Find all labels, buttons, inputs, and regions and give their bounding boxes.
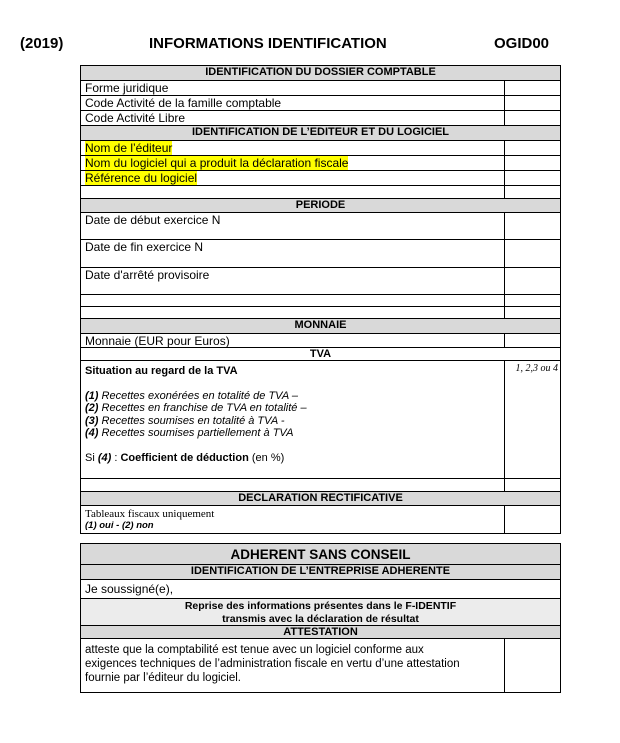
field-date-debut[interactable]: Date de début exercice N [81,213,560,240]
spacer-row [81,307,560,319]
field-soussigne[interactable]: Je soussigné(e), [81,580,560,599]
section-header-editeur: IDENTIFICATION DE L’EDITEUR ET DU LOGICIEL [81,126,560,141]
section-header-periode: PERIODE [81,199,560,213]
section-header-monnaie: MONNAIE [81,319,560,334]
reprise-notice: Reprise des informations présentes dans le F-IDENTIF transmis avec la déclaration de résultat [81,599,560,626]
adherent-form [80,543,561,693]
spacer-row [81,295,560,307]
spacer-row [81,479,560,492]
field-forme-juridique[interactable]: Forme juridique [81,81,560,96]
field-date-fin[interactable]: Date de fin exercice N [81,240,560,268]
tva-coefficient-line: Si (4) : Coefficient de déduction (en %) [85,451,285,464]
identification-form [80,65,561,534]
field-nom-logiciel[interactable]: Nom du logiciel qui a produit la déclaration fiscale [81,156,560,171]
page-title: INFORMATIONS IDENTIFICATION [149,35,387,52]
field-code-activite-libre[interactable]: Code Activité Libre [81,111,560,126]
tva-value-hint: 1, 2,3 ou 4 [515,363,558,374]
section-header-rectificative: DECLARATION RECTIFICATIVE [81,492,560,506]
section-header-entreprise: IDENTIFICATION DE L’ENTREPRISE ADHERENTE [81,565,560,580]
field-monnaie[interactable]: Monnaie (EUR pour Euros) [81,334,560,348]
section-header-tva: TVA [81,348,560,361]
tva-option-3: (3) Recettes soumises en totalité à TVA - [85,414,285,427]
tva-option-2: (2) Recettes en franchise de TVA en totalité – [85,402,307,414]
tva-option-1: (1) Recettes exonérées en totalité de TVA – [85,389,298,402]
section-header-adherent: ADHERENT SANS CONSEIL [81,544,560,565]
section-header-dossier: IDENTIFICATION DU DOSSIER COMPTABLE [81,66,560,81]
form-code: OGID00 [494,35,550,52]
field-attestation[interactable]: atteste que la comptabilité est tenue avec un logiciel conforme aux exigences techniques de l’administration fiscale en vertu d’une attestation fournie par l’éditeur du logiciel. [81,639,560,692]
field-nom-editeur[interactable]: Nom de l’éditeur [81,141,560,156]
field-date-arrete[interactable]: Date d'arrêté provisoire [81,268,560,295]
field-situation-tva[interactable]: Situation au regard de la TVA (1) Recettes exonérées en totalité de TVA – (2) Recettes en franchise de TVA en totalité – (3) Recettes soumises en totalité à TVA - (4) Recettes soumises partiellement à TVA Si (4) : Coefficient de déduction (en %) 1, 2,3 ou 4 [81,361,560,479]
form-year: (2019) [20,35,64,52]
field-code-activite-famille[interactable]: Code Activité de la famille comptable [81,96,560,111]
field-reference-logiciel[interactable]: Référence du logiciel [81,171,560,186]
tva-option-4: (4) Recettes soumises partiellement à TVA [85,427,294,439]
field-declaration-rectificative[interactable]: Tableaux fiscaux uniquement (1) oui - (2) non [81,506,560,533]
spacer-row [81,186,560,199]
section-header-attestation: ATTESTATION [81,626,560,639]
